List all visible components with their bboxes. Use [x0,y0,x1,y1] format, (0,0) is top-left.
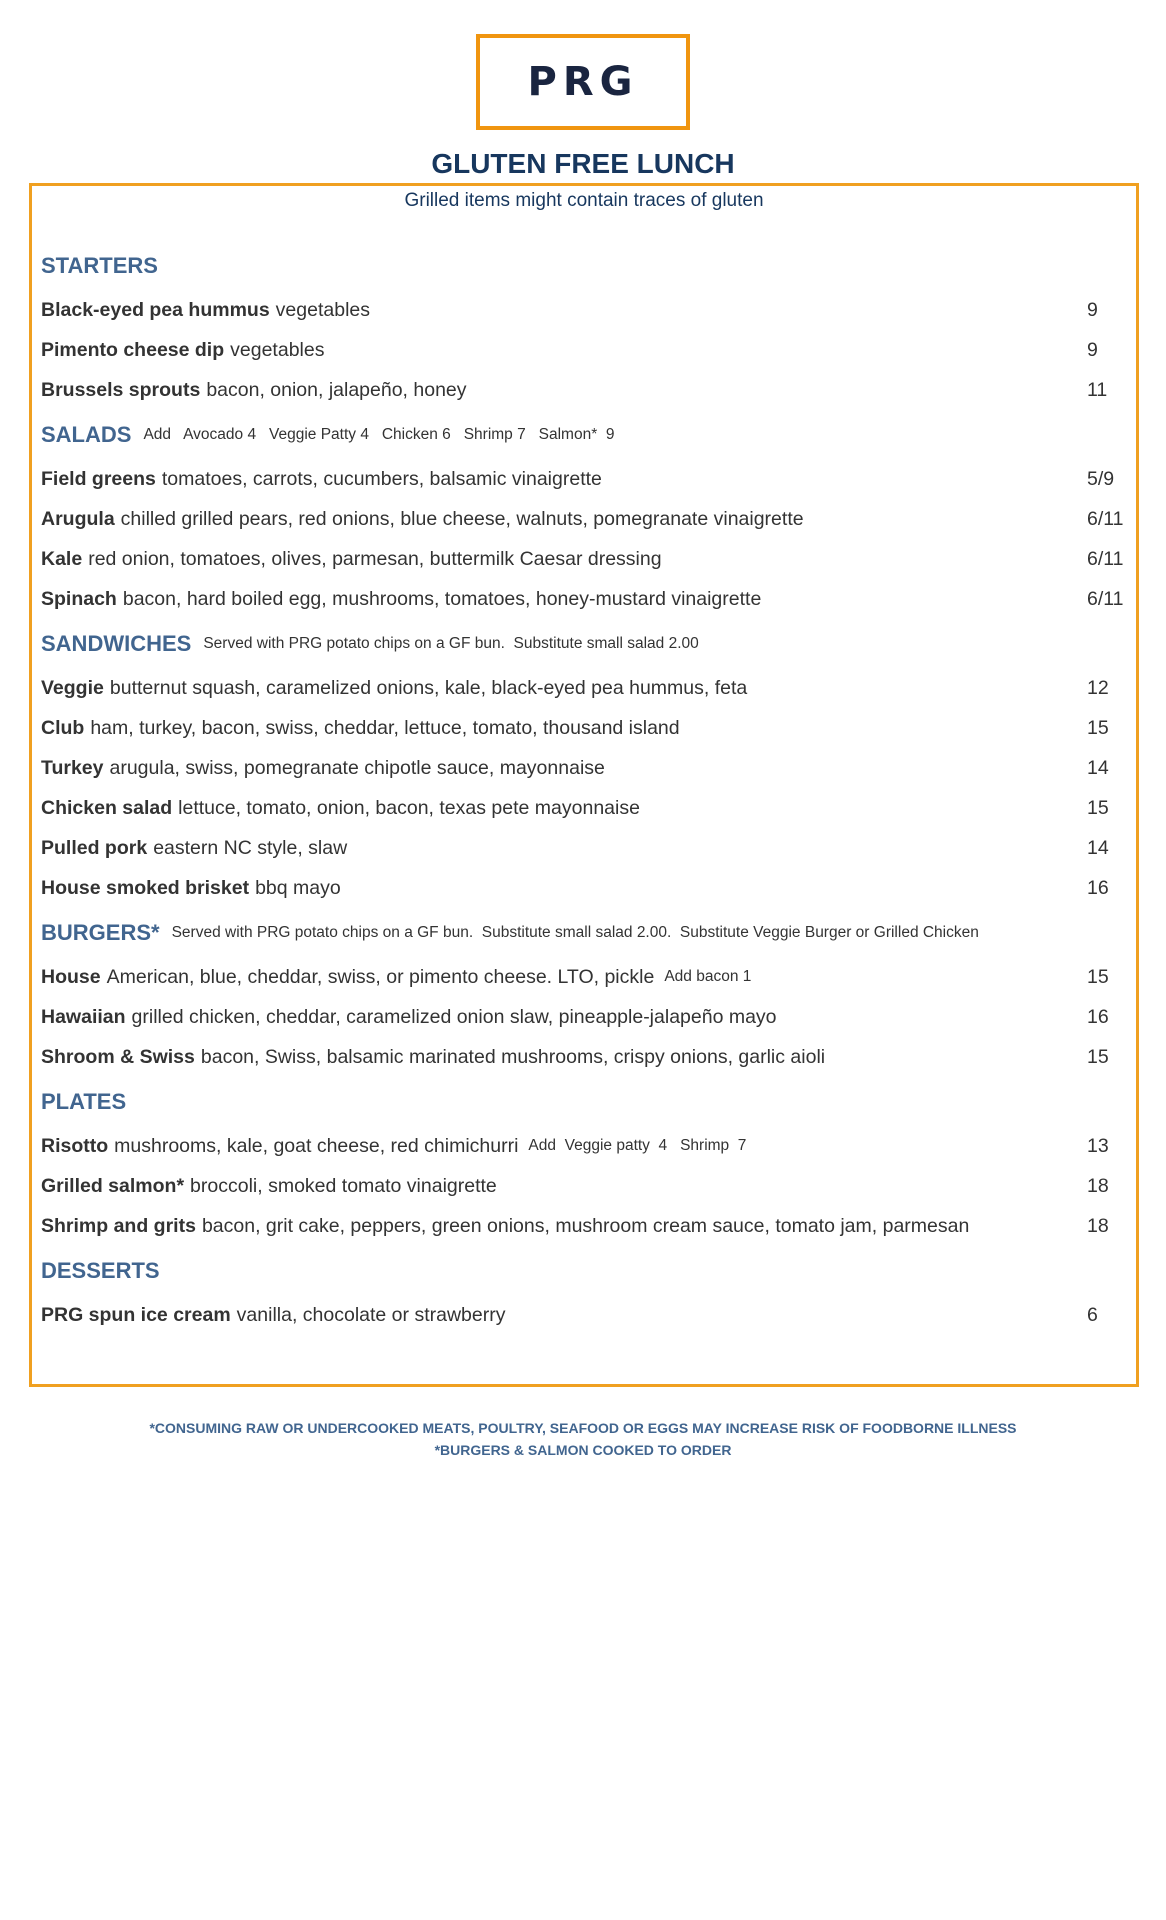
item-name: Veggie [41,676,104,699]
section-heading: SALADS [41,421,132,447]
item-price: 15 [1087,1045,1109,1068]
section-header [41,241,1127,290]
item-price: 16 [1087,876,1109,899]
menu-item [41,957,1127,997]
item-description: American, blue, cheddar, swiss, or pimento cheese. LTO, pickle [106,965,655,988]
section-heading: SANDWICHES [41,630,192,656]
item-description: butternut squash, caramelized onions, kale, black-eyed pea hummus, feta [109,676,748,699]
item-price: 15 [1087,965,1109,988]
item-description: arugula, swiss, pomegranate chipotle sauce, mayonnaise [109,756,605,779]
item-price: 13 [1087,1134,1109,1157]
item-price: 14 [1087,836,1109,859]
item-description: bacon, onion, jalapeño, honey [206,378,467,401]
section-heading: PLATES [41,1088,127,1114]
menu-item [41,370,1127,410]
item-price: 15 [1087,796,1109,819]
item-name: House [41,965,101,988]
item-price: 12 [1087,676,1109,699]
page-title: GLUTEN FREE LUNCH [431,148,735,179]
item-description: bacon, grit cake, peppers, green onions, mushroom cream sauce, tomato jam, parmesan [201,1214,970,1237]
menu-item [41,499,1127,539]
footer-warning: *CONSUMING RAW OR UNDERCOOKED MEATS, POULTRY, SEAFOOD OR EGGS MAY INCREASE RISK OF FOODBORNE ILLNESS [149,1420,1017,1436]
item-name: Spinach [41,587,117,610]
menu-item [41,828,1127,868]
item-name: Kale [41,547,83,570]
menu-item [41,748,1127,788]
item-name: Brussels sprouts [41,378,201,401]
item-addon: Add bacon 1 [664,968,752,985]
item-name: Arugula [41,507,115,530]
menu-item [41,1206,1127,1246]
item-description: chilled grilled pears, red onions, blue cheese, walnuts, pomegranate vinaigrette [120,507,804,530]
menu-item [41,788,1127,828]
item-addon: Add Veggie patty 4 Shrimp 7 [528,1137,747,1154]
item-price: 6 [1087,1303,1098,1326]
section-heading: DESSERTS [41,1257,160,1283]
menu-item [41,539,1127,579]
logo-text: PRG [527,59,639,105]
section-heading: STARTERS [41,252,158,278]
section-header [41,1077,1127,1126]
item-name: Turkey [41,756,104,779]
item-description: broccoli, smoked tomato vinaigrette [190,1174,497,1197]
item-price: 9 [1087,338,1098,361]
prg-logo [476,34,690,130]
item-name: Risotto [41,1134,109,1157]
menu-item [41,668,1127,708]
item-name: Shroom & Swiss [41,1045,195,1068]
section-header [41,410,1127,459]
item-name: Pulled pork [41,836,148,859]
item-description: lettuce, tomato, onion, bacon, texas pete mayonnaise [178,796,640,819]
item-price: 11 [1087,378,1108,401]
menu-item [41,290,1127,330]
menu-item [41,459,1127,499]
item-name: Club [41,716,85,739]
menu-item [41,1295,1127,1335]
item-price: 5/9 [1087,467,1115,490]
menu-item [41,868,1127,908]
item-description: vegetables [275,298,370,321]
menu-item [41,997,1127,1037]
menu-item [41,579,1127,619]
item-description: ham, turkey, bacon, swiss, cheddar, lettuce, tomato, thousand island [90,716,680,739]
menu-box [29,183,1139,1387]
section-note: Add Avocado 4 Veggie Patty 4 Chicken 6 Shrimp 7 Salmon* 9 [143,425,615,443]
item-description: mushrooms, kale, goat cheese, red chimichurri [114,1134,519,1157]
item-description: bacon, Swiss, balsamic marinated mushrooms, crispy onions, garlic aioli [200,1045,826,1068]
item-price: 6/11 [1087,507,1124,530]
item-description: tomatoes, carrots, cucumbers, balsamic vinaigrette [161,467,602,490]
item-price: 6/11 [1087,547,1124,570]
item-description: red onion, tomatoes, olives, parmesan, buttermilk Caesar dressing [88,547,662,570]
item-name: Hawaiian [41,1005,126,1028]
item-name: Black-eyed pea hummus [41,298,270,321]
subtitle: Grilled items might contain traces of gluten [404,190,764,211]
item-description: grilled chicken, cheddar, caramelized onion slaw, pineapple-jalapeño mayo [131,1005,777,1028]
section-header [41,908,1127,957]
item-description: eastern NC style, slaw [153,836,348,859]
item-name: PRG spun ice cream [41,1303,231,1326]
item-name: Chicken salad [41,796,173,819]
menu-item [41,330,1127,370]
section-header [41,1246,1127,1295]
item-name: Pimento cheese dip [41,338,225,361]
section-note: Served with PRG potato chips on a GF bun. Substitute small salad 2.00 [203,634,699,652]
menu-item [41,1037,1127,1077]
item-name: Field greens [41,467,156,490]
section-note: Served with PRG potato chips on a GF bun. Substitute small salad 2.00. Substitute Veggie Burger or Grilled Chicken [171,923,979,941]
item-price: 14 [1087,756,1109,779]
item-price: 16 [1087,1005,1109,1028]
menu-item [41,1126,1127,1166]
item-price: 6/11 [1087,587,1124,610]
item-name: Grilled salmon* [41,1174,185,1197]
item-description: bacon, hard boiled egg, mushrooms, tomatoes, honey-mustard vinaigrette [122,587,762,610]
item-price: 9 [1087,298,1098,321]
section-heading: BURGERS* [41,919,160,945]
section-header [41,619,1127,668]
menu-content [32,241,1136,1335]
menu-item [41,1166,1127,1206]
menu-item [41,708,1127,748]
item-description: bbq mayo [255,876,341,899]
footer-note: *BURGERS & SALMON COOKED TO ORDER [434,1442,732,1458]
item-description: vanilla, chocolate or strawberry [236,1303,506,1326]
item-price: 18 [1087,1214,1109,1237]
item-name: House smoked brisket [41,876,250,899]
item-name: Shrimp and grits [41,1214,196,1237]
item-description: vegetables [230,338,325,361]
item-price: 15 [1087,716,1109,739]
item-price: 18 [1087,1174,1109,1197]
